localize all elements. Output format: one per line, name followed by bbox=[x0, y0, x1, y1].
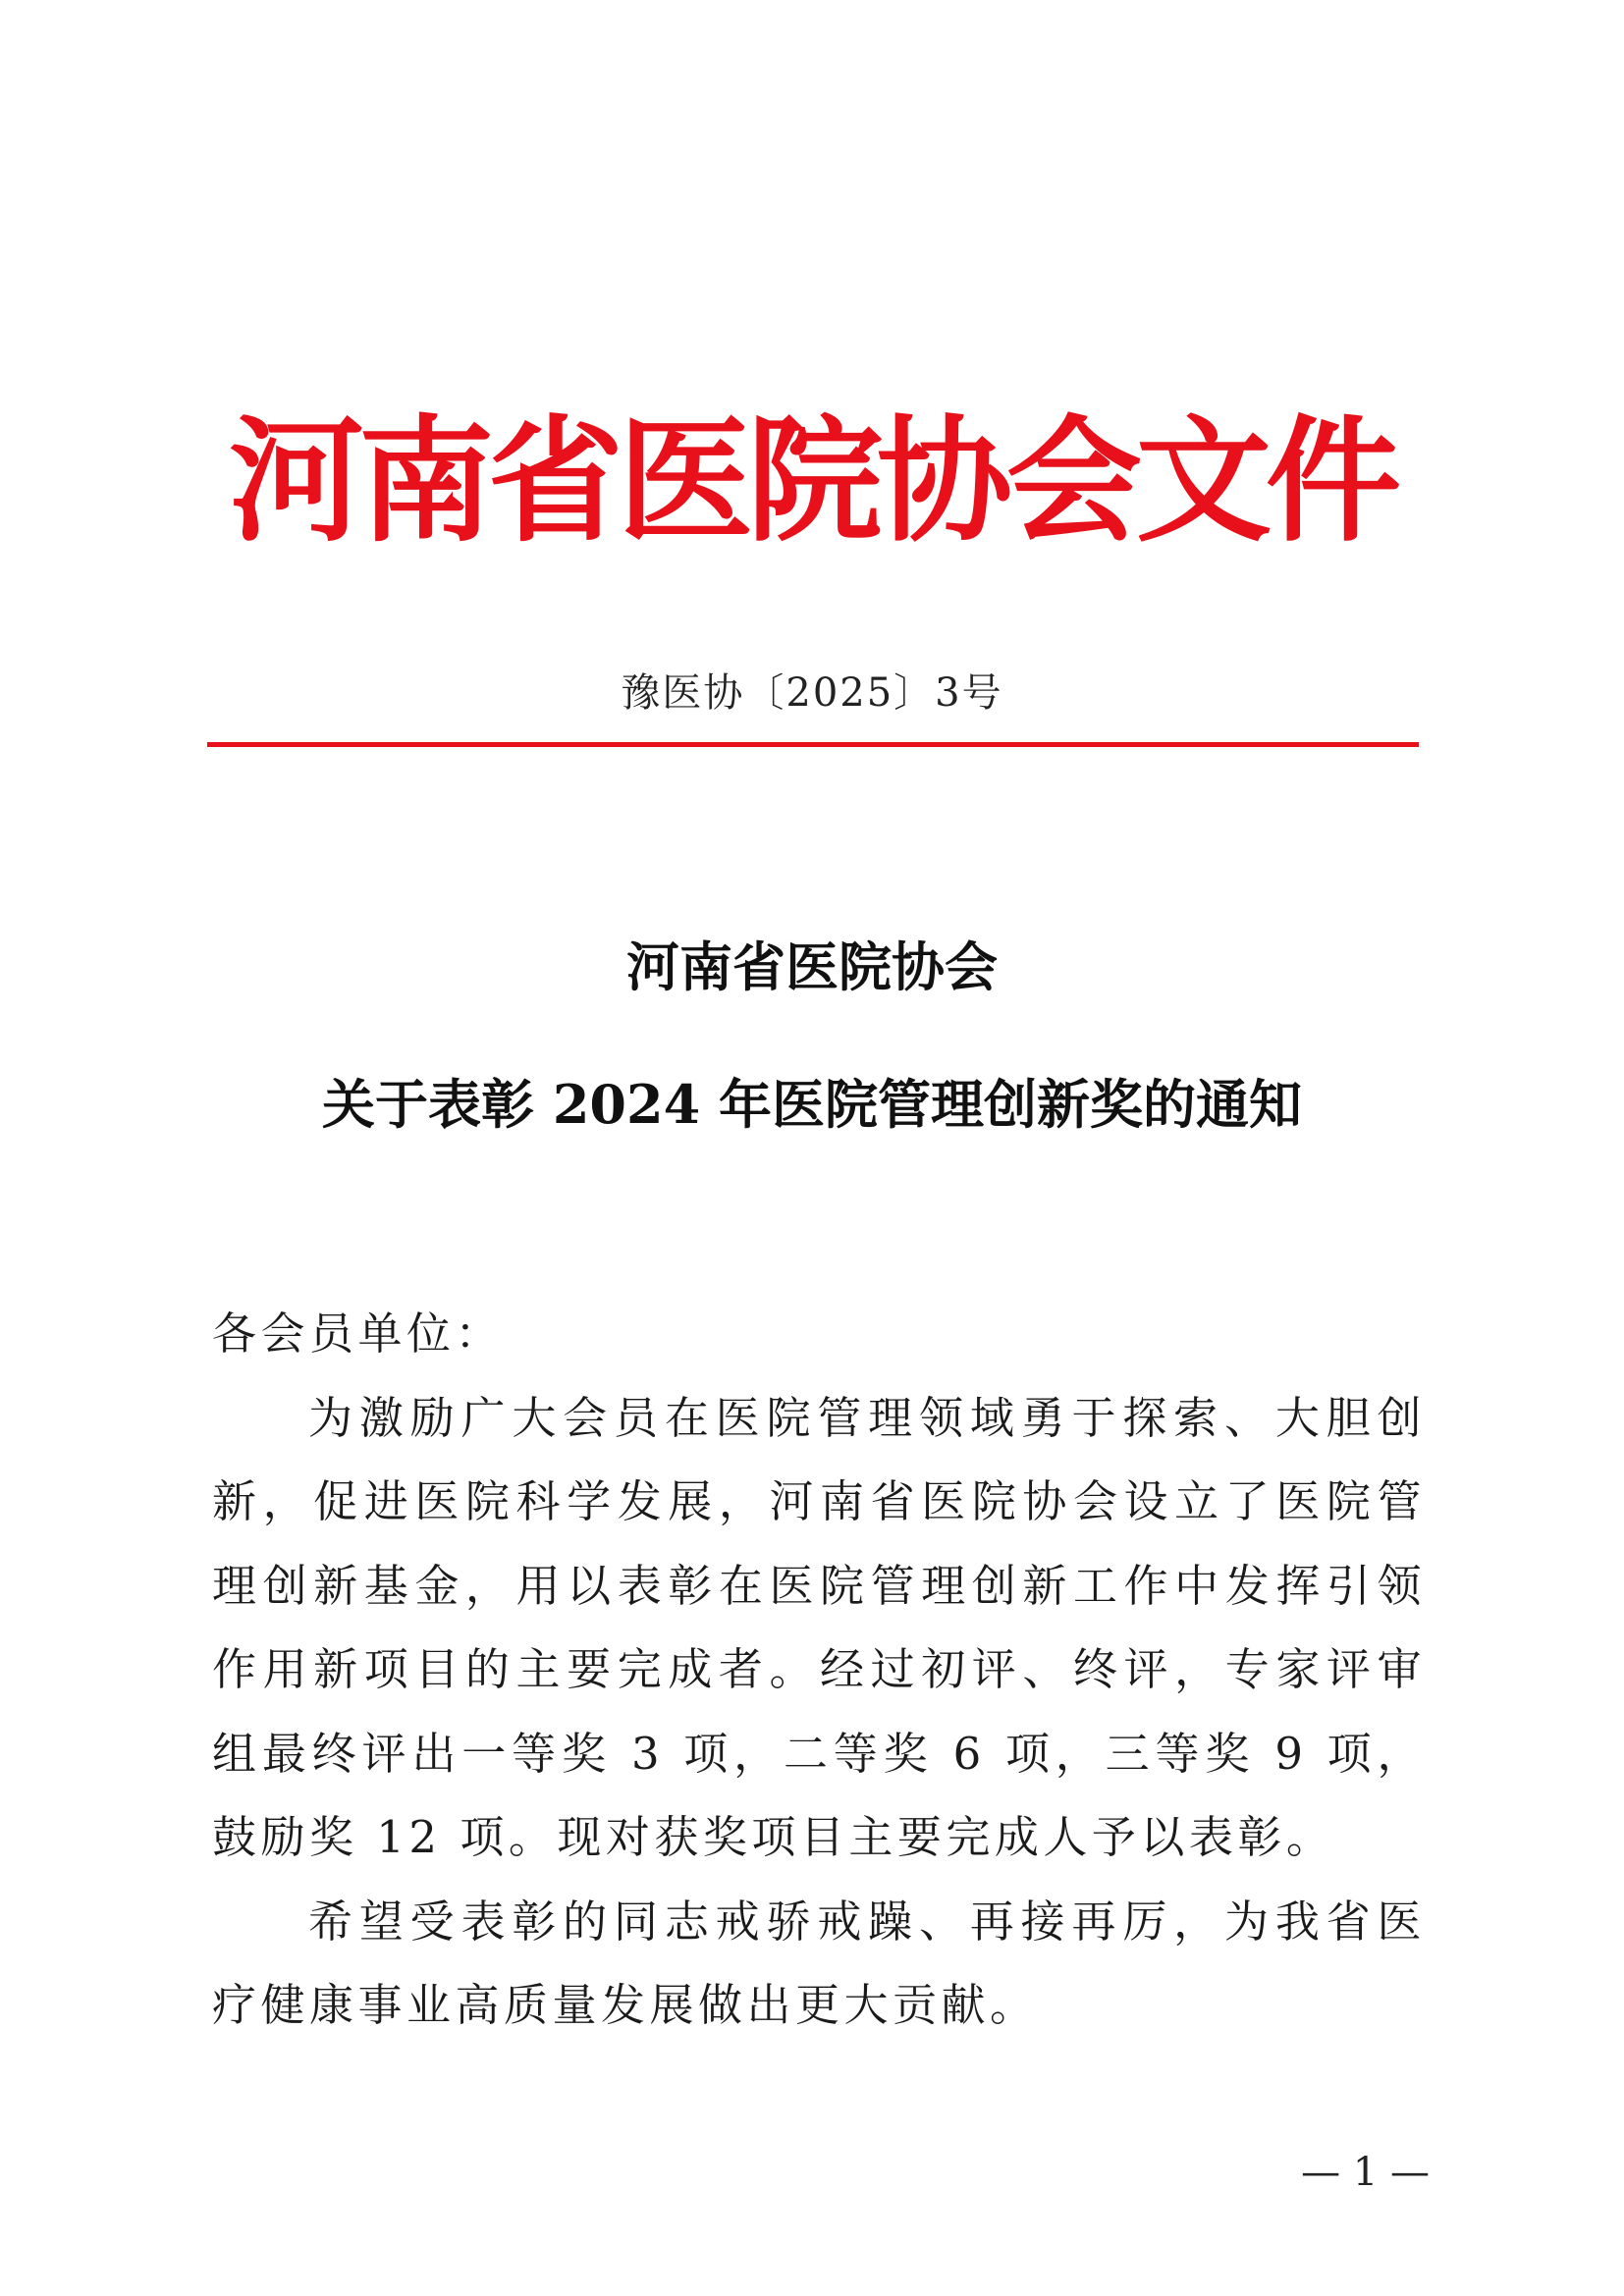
salutation: 各会员单位： bbox=[212, 1308, 505, 1360]
page-number: — 1 — bbox=[1301, 2150, 1430, 2195]
body-paragraph: 希望受表彰的同志戒骄戒躁、再接再厉，为我省医疗健康事业高质量发展做出更大贡献。 bbox=[212, 1895, 1426, 2031]
document-number: 豫医协〔2025〕3号 bbox=[621, 670, 1003, 716]
body-paragraph: 为激励广大会员在医院管理领域勇于探索、大胆创新，促进医院科学发展，河南省医院协会设立了医院管理创新基金，用以表彰在医院管理创新工作中发挥引领作用新项目的主要完成者。经过初评、终评，专家评审组最终评出一等奖 3 项，二等奖 6 项，三等奖 9 项，鼓励奖 12 项。现对获奖项目主要完成人予以表彰。 bbox=[212, 1391, 1426, 1863]
title-issuer: 河南省医院协会 bbox=[626, 935, 998, 998]
title-subject: 关于表彰 2024 年医院管理创新奖的通知 bbox=[322, 1073, 1302, 1136]
document-masthead: 河南省医院协会文件 bbox=[228, 400, 1395, 561]
red-divider-line bbox=[207, 742, 1419, 747]
notice-body bbox=[212, 1292, 1426, 2048]
